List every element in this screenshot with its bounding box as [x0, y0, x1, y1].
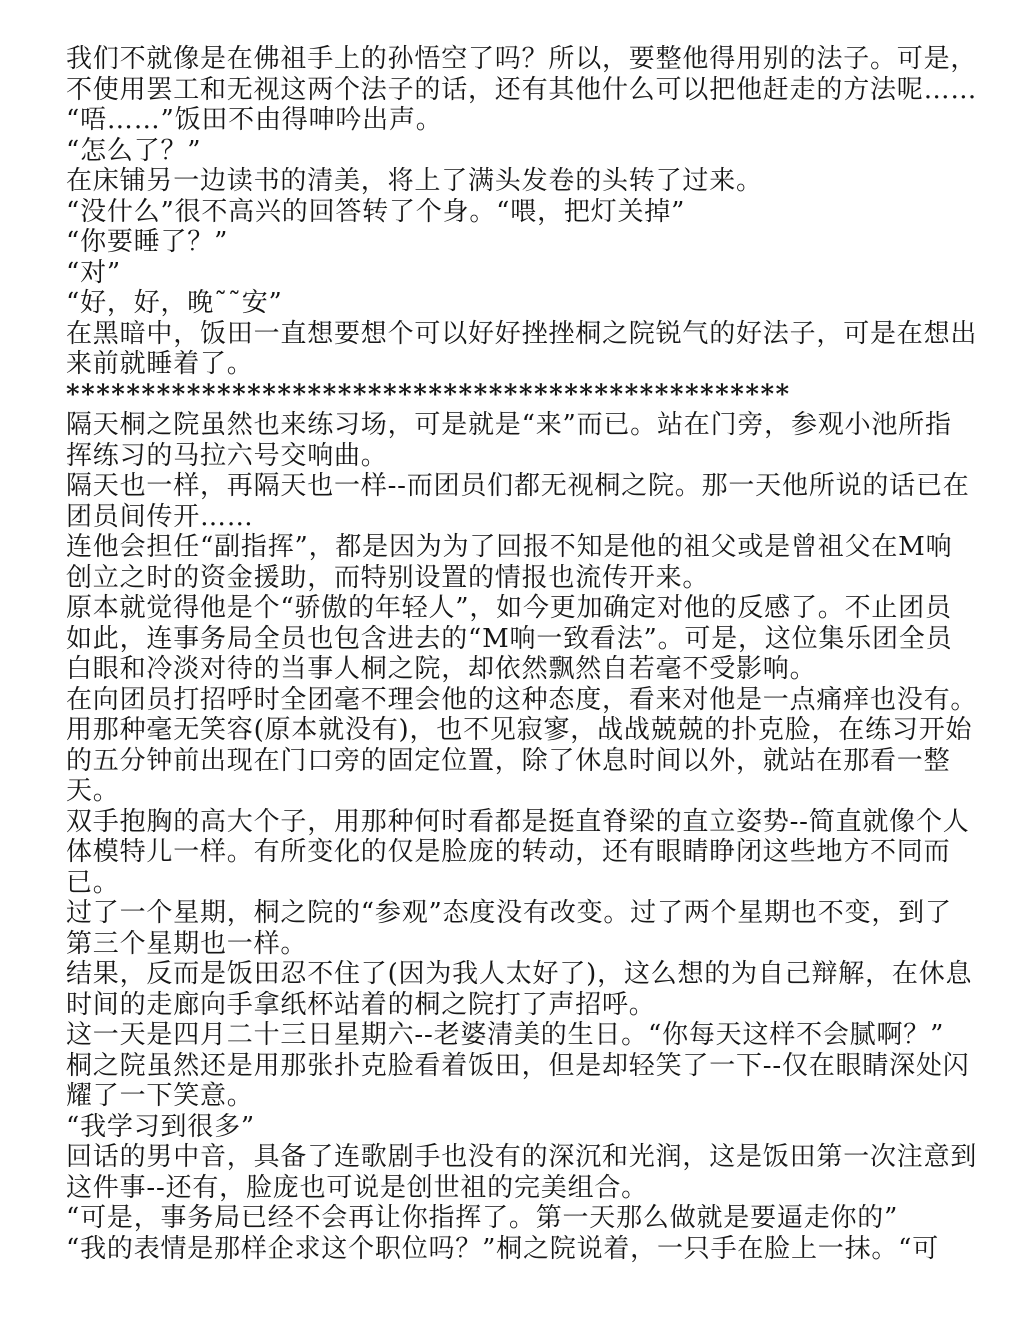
text-line: 的五分钟前出现在门口旁的固定位置，除了休息时间以外，就站在那看一整: [66, 745, 951, 776]
text-line: 连他会担任“副指挥”，都是因为为了回报不知是他的祖父或是曾祖父在M响: [66, 532, 953, 562]
text-line: 团员间传开……: [66, 501, 254, 532]
text-line: 这一天是四月二十三日星期六--老婆清美的生日。“你每天这样不会腻啊？”: [66, 1020, 945, 1050]
text-line: 在床铺另一边读书的清美，将上了满头发卷的头转了过来。: [66, 166, 763, 196]
text-line: 结果，反而是饭田忍不住了(因为我人太好了)，这么想的为自己辩解，在休息: [66, 959, 973, 989]
text-line: 双手抱胸的高大个子，用那种何时看都是挺直脊梁的直立姿势--简直就像个人: [66, 806, 970, 837]
text-line: 体模特儿一样。有所变化的仅是脸庞的转动，还有眼睛睁闭这些地方不同而: [66, 837, 951, 867]
text-line: “可是，事务局已经不会再让你指挥了。第一天那么做就是要逼走你的”: [66, 1203, 899, 1233]
text-line: 我们不就像是在佛祖手上的孙悟空了吗？所以，要整他得用别的法子。可是，: [66, 44, 978, 74]
text-line: 过了一个星期，桐之院的“参观”态度没有改变。过了两个星期也不变，到了: [66, 898, 952, 928]
text-line: “怎么了？”: [66, 135, 202, 166]
text-line: “好，好，晚˜˜安”: [66, 288, 283, 318]
text-line: 创立之时的资金援助，而特别设置的情报也流传开来。: [66, 562, 710, 593]
text-line: “我学习到很多”: [66, 1111, 255, 1142]
text-line: 天。: [66, 776, 120, 806]
page-text: [66, 44, 978, 1264]
text-line: “对”: [66, 257, 121, 288]
text-line: 挥练习的马拉六号交响曲。: [66, 440, 388, 471]
text-line: 白眼和冷淡对待的当事人桐之院，却依然飘然自若毫不受影响。: [66, 654, 817, 684]
text-line: “你要睡了？”: [66, 227, 229, 257]
text-line: 隔天桐之院虽然也来练习场，可是就是“来”而已。站在门旁，参观小池所指: [66, 410, 952, 440]
text-line: “我的表情是那样企求这个职位吗？”桐之院说着，一只手在脸上一抹。“可: [66, 1233, 940, 1264]
text-line: 不使用罢工和无视这两个法子的话，还有其他什么可以把他赶走的方法呢……: [66, 74, 978, 105]
text-line: 原本就觉得他是个“骄傲的年轻人”，如今更加确定对他的反感了。不止团员: [66, 593, 952, 623]
text-line: 来前就睡着了。: [66, 349, 254, 379]
text-line: 耀了一下笑意。: [66, 1081, 254, 1111]
text-line: 如此，连事务局全员也包含进去的“M响一致看法”。可是，这位集乐团全员: [66, 623, 953, 654]
text-line: 隔天也一样，再隔天也一样--而团员们都无视桐之院。那一天他所说的话已在: [66, 471, 970, 501]
text-line: 已。: [66, 867, 120, 898]
text-line: 时间的走廊向手拿纸杯站着的桐之院打了声招呼。: [66, 989, 656, 1020]
section-separator: ************************************************: [66, 379, 791, 410]
text-line: 在黑暗中，饭田一直想要想个可以好好挫挫桐之院锐气的好法子，可是在想出: [66, 318, 978, 349]
text-line: “唔……”饭田不由得呻吟出声。: [66, 105, 443, 135]
text-line: 用那种毫无笑容(原本就没有)，也不见寂寥，战战兢兢的扑克脸，在练习开始: [66, 715, 973, 745]
text-line: 这件事--还有，脸庞也可说是创世祖的完美组合。: [66, 1172, 648, 1203]
text-line: 桐之院虽然还是用那张扑克脸看着饭田，但是却轻笑了一下--仅在眼睛深处闪: [66, 1050, 970, 1081]
text-line: 在向团员打招呼时全团毫不理会他的这种态度，看来对他是一点痛痒也没有。: [66, 684, 978, 715]
text-line: 第三个星期也一样。: [66, 928, 308, 959]
text-line: “没什么”很不高兴的回答转了个身。“喂，把灯关掉”: [66, 196, 686, 227]
text-line: 回话的男中音，具备了连歌剧手也没有的深沉和光润，这是饭田第一次注意到: [66, 1142, 978, 1172]
